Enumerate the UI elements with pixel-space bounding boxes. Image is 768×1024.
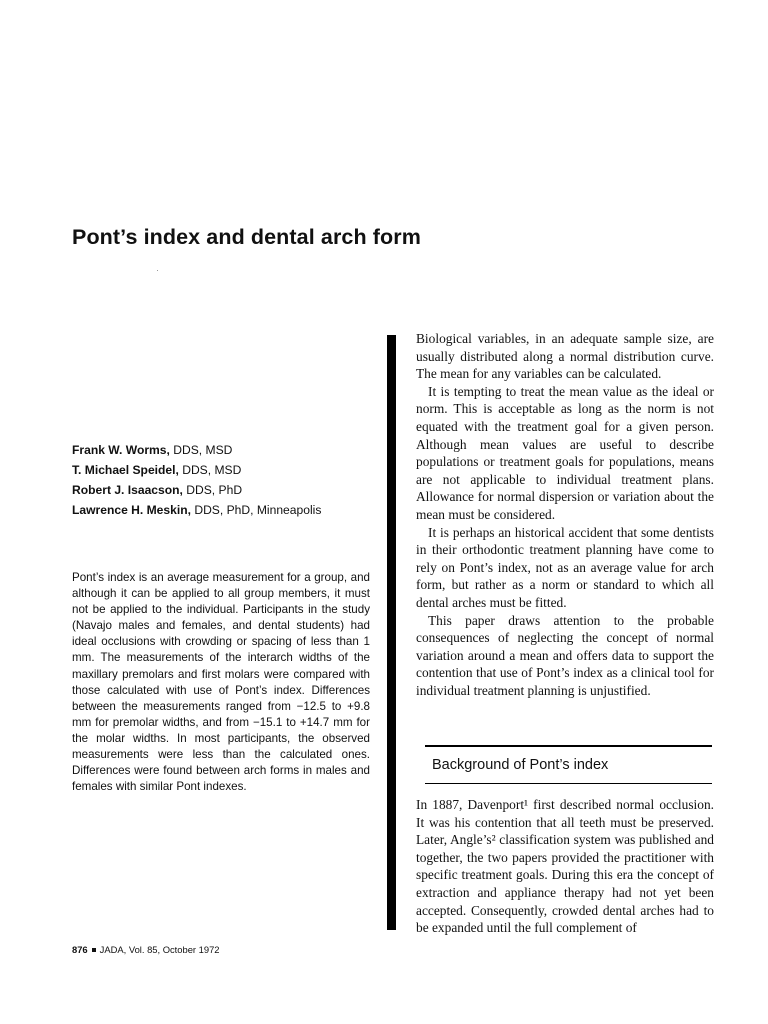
author-name: Frank W. Worms, xyxy=(72,443,170,457)
article-title: Pont’s index and dental arch form xyxy=(72,225,421,249)
author-line xyxy=(72,460,372,480)
bullet-icon xyxy=(92,948,96,952)
body-paragraph: Biological variables, in an adequate sample size, are usually distributed along a normal distribution curve. The mean for any variables can be calculated. xyxy=(416,331,714,382)
author-line xyxy=(72,500,372,520)
journal-citation: JADA, Vol. 85, October 1972 xyxy=(99,944,220,955)
page-footer xyxy=(72,944,220,955)
author-list xyxy=(72,440,372,520)
author-credentials: DDS, MSD xyxy=(169,443,233,457)
author-line xyxy=(72,480,372,500)
author-name: Lawrence H. Meskin, xyxy=(72,503,191,517)
author-credentials: DDS, MSD xyxy=(178,463,242,477)
section-rule-bottom xyxy=(425,783,712,785)
abstract: Pont’s index is an average measurement for a group, and although it can be applied to all group members, it must not be applied to the individual. Participants in the study (Navajo males and females, and dental students) had ideal occlusions with crowding or spacing of less than 1 mm. The measurements of the interarch widths of the maxillary premolars and first molars were compared with those calculated with use of Pont’s index. Differences between the measurements ranged from −12.5 to +9.8 mm for premolar widths, and from −15.1 to +14.7 mm for the molar widths. In most participants, the observed measurements were less than the calculated ones. Differences were found between arch forms in males and females with similar Pont indexes. xyxy=(72,571,370,794)
intro-column xyxy=(416,330,714,699)
body-paragraph: In 1887, Davenport¹ first described normal occlusion. It was his contention that all teeth must be preserved. Later, Angle’s² classification system was published and together, the two papers provided the practitioner with specific treatment goals. During this era the concept of extraction and appliance therapy had not yet been accepted. Consequently, crowded dental arches had to be expanded until the full complement of xyxy=(416,797,714,936)
page-number: 876 xyxy=(72,944,88,955)
column-rule-bar xyxy=(387,335,396,930)
section-body xyxy=(416,796,714,937)
scan-speck xyxy=(157,270,158,271)
author-name: T. Michael Speidel, xyxy=(72,463,179,477)
section-header xyxy=(425,745,712,784)
body-paragraph: This paper draws attention to the probable consequences of neglecting the concept of normal variation around a mean and offers data to support the contention that use of Pont’s index as a clinical tool for individual treatment planning is unjustified. xyxy=(416,612,714,698)
author-credentials: DDS, PhD, Minneapolis xyxy=(190,503,322,517)
body-paragraph: It is perhaps an historical accident that some dentists in their orthodontic treatment planning have come to rely on Pont’s index, not as an average value for arch form, but rather as a norm or standard to which all dental arches must be fitted. xyxy=(416,524,714,610)
section-heading: Background of Pont’s index xyxy=(432,756,609,773)
author-credentials: DDS, PhD xyxy=(182,483,243,497)
body-paragraph: It is tempting to treat the mean value as the ideal or norm. This is acceptable as long as the norm is not equated with the treatment goal for a given person. Although mean values are useful to describe populations or treatment goals for populations, means are not applicable to individual treatment plans. Allowance for normal dispersion or variation about the mean must be considered. xyxy=(416,383,714,522)
author-name: Robert J. Isaacson, xyxy=(72,483,183,497)
author-line xyxy=(72,440,372,460)
